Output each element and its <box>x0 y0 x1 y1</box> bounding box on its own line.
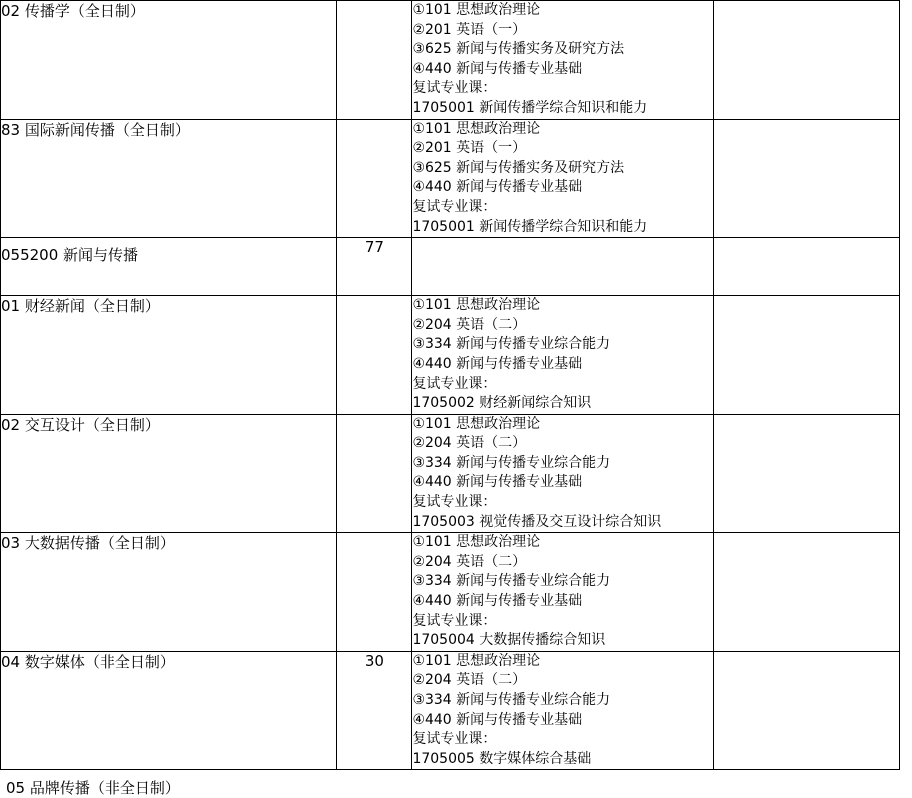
subject-line: 1705001 新闻传播学综合知识和能力 <box>412 218 648 235</box>
subject-line: 1705004 大数据传播综合知识 <box>412 632 606 649</box>
subject-line: ④440 新闻与传播专业基础 <box>412 179 583 196</box>
subject-line: ②201 英语（一） <box>412 140 527 157</box>
major-cell: 02 传播学（全日制） <box>1 1 337 120</box>
count-cell <box>337 414 412 533</box>
subject-line: ①101 思想政治理论 <box>412 120 541 137</box>
subject-line: ①101 思想政治理论 <box>412 415 541 432</box>
subject-line: ④440 新闻与传播专业基础 <box>412 60 583 77</box>
subject-line: 1705003 视觉传播及交互设计综合知识 <box>412 513 662 530</box>
subjects-cell <box>412 651 713 770</box>
subject-line: 1705005 数字媒体综合基础 <box>412 750 592 767</box>
subject-line: 1705001 新闻传播学综合知识和能力 <box>412 99 648 116</box>
subjects-cell <box>412 1 713 120</box>
count-cell <box>337 1 412 120</box>
major-cell: 03 大数据传播（全日制） <box>1 533 337 652</box>
partial-next-row <box>0 779 912 797</box>
table-row <box>1 414 900 533</box>
subject-line: ①101 思想政治理论 <box>412 2 541 18</box>
subject-line: ③334 新闻与传播专业综合能力 <box>412 454 611 471</box>
count-value: 30 <box>364 651 384 670</box>
table-body <box>1 1 900 770</box>
subject-line: 复试专业课： <box>412 494 497 511</box>
subjects-cell <box>412 533 713 652</box>
subject-line: ②204 英语（二） <box>412 316 527 333</box>
subject-line: ③625 新闻与传播实务及研究方法 <box>412 41 625 58</box>
subject-line: ④440 新闻与传播专业基础 <box>412 593 583 610</box>
table-row <box>1 1 900 120</box>
subject-line: 复试专业课： <box>412 198 497 215</box>
subject-line: ③334 新闻与传播专业综合能力 <box>412 573 611 590</box>
subject-line: ②204 英语（二） <box>412 435 527 452</box>
note-cell <box>713 238 899 296</box>
count-cell <box>337 533 412 652</box>
note-cell <box>713 533 899 652</box>
count-cell <box>337 119 412 238</box>
subject-line: ①101 思想政治理论 <box>412 652 541 669</box>
subject-line: ②201 英语（一） <box>412 21 527 38</box>
subject-line: ④440 新闻与传播专业基础 <box>412 355 583 372</box>
subject-line: ①101 思想政治理论 <box>412 297 541 314</box>
subject-line: ②204 英语（二） <box>412 672 527 689</box>
major-cell: 01 财经新闻（全日制） <box>1 296 337 415</box>
table-row <box>1 651 900 770</box>
subject-line: ③625 新闻与传播实务及研究方法 <box>412 159 625 176</box>
subjects-cell <box>412 238 713 296</box>
count-cell <box>337 238 412 296</box>
note-cell <box>713 296 899 415</box>
table-row-group-header <box>1 238 900 296</box>
subject-line: ③334 新闻与传播专业综合能力 <box>412 336 611 353</box>
major-cell: 83 国际新闻传播（全日制） <box>1 119 337 238</box>
subject-line: 复试专业课： <box>412 731 497 748</box>
table-row <box>1 119 900 238</box>
note-cell <box>713 119 899 238</box>
subject-line: ④440 新闻与传播专业基础 <box>412 711 583 728</box>
subject-line: ①101 思想政治理论 <box>412 534 541 551</box>
subject-line: ④440 新闻与传播专业基础 <box>412 474 583 491</box>
count-cell <box>337 296 412 415</box>
subject-line: ③334 新闻与传播专业综合能力 <box>412 692 611 708</box>
major-cell: 04 数字媒体（非全日制） <box>1 651 337 770</box>
subjects-cell <box>412 296 713 415</box>
partial-row-text: 05 品牌传播（非全日制） <box>6 779 180 797</box>
subjects-cell <box>412 119 713 238</box>
subject-line: 复试专业课： <box>412 375 497 392</box>
subject-line: 1705002 财经新闻综合知识 <box>412 395 592 412</box>
major-cell: 055200 新闻与传播 <box>1 238 337 296</box>
table-row <box>1 533 900 652</box>
subject-line: 复试专业课： <box>412 612 497 629</box>
count-value: 77 <box>364 238 384 257</box>
note-cell <box>713 651 899 770</box>
note-cell <box>713 1 899 120</box>
note-cell <box>713 414 899 533</box>
subjects-cell <box>412 414 713 533</box>
subject-line: ②204 英语（二） <box>412 553 527 570</box>
table-row <box>1 296 900 415</box>
count-cell <box>337 651 412 770</box>
major-cell: 02 交互设计（全日制） <box>1 414 337 533</box>
subject-line: 复试专业课： <box>412 80 497 97</box>
